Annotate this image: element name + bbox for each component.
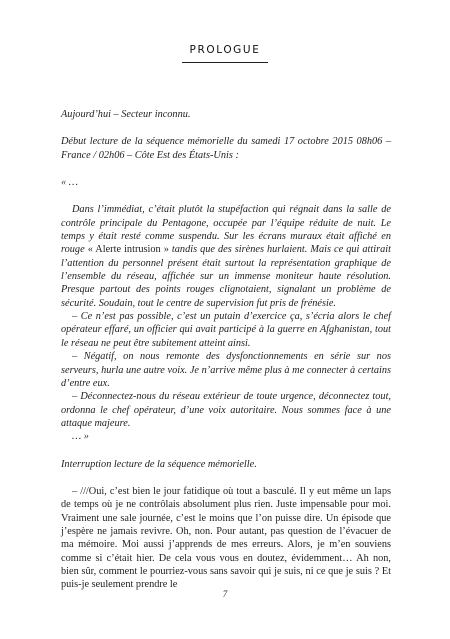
page-body — [61, 108, 391, 592]
sequence-start: Début lecture de la séquence mémorielle du samedi 17 octobre 2015 08h06 – France / 02h06 – Côte Est des États-Unis : — [61, 136, 391, 161]
close-quote: … » — [72, 431, 89, 443]
dialogue-3: – Déconnectez-nous du réseau extérieur de toute urgence, déconnectez tout, ordonna le chef opérateur, d’une voix autoritaire. Nous sommes face à une attaque majeure. — [61, 391, 391, 429]
title-underline — [182, 62, 268, 63]
paragraph-1-end: tandis que des sirènes hurlaient. Mais ce qui attirait l’attention du personnel présent était surtout la représentation graphique de l’ensemble du réseau, affichée sur un immense moniteur haute résolution. Presque partout des points rouges clignotaient, signalant un problème de sécurité. Soudain, tout le centre de supervision fut pris de frénésie. — [61, 244, 391, 309]
narration-paragraph: – ///Oui, c’est bien le jour fatidique où tout a basculé. Il y eut même un laps de temps où je ne contrôlais absolument plus rien. Juste impensable pour moi. Vraiment une sale journée, c’est le moins que l’on puisse dire. Un épisode que j’espère ne jamais revivre. Oh, non. Pour autant, pas question de l’évacuer de ma mémoire. Moi aussi j’apprends de mes erreurs. Alors, je m’en souviens comme si c’était hier. De cela vous vous en doutez, évidemment… Ah non, bien sûr, comment le pourriez-vous sans savoir qui je suis, ni ce que je suis ? Et puis-je seulement prendre le — [61, 485, 391, 591]
open-quote: « … — [61, 177, 78, 189]
page-number: 7 — [222, 589, 228, 599]
chapter-title: PROLOGUE — [189, 44, 261, 56]
interruption-line: Interruption lecture de la séquence mémorielle. — [61, 458, 257, 470]
dialogue-1: – Ce n’est pas possible, c’est un putain d’exercice ça, s’écria alors le chef opérateur effaré, un officier qui avait participé à la guerre en Afghanistan, tout le réseau ne peut être subitement atteint ainsi. — [61, 311, 391, 349]
dialogue-2: – Négatif, on nous remonte des dysfonctionnements en série sur nos serveurs, hurla une autre voix. Je n’arrive même plus à me connecter à certains d’entre eux. — [61, 351, 391, 389]
paragraph-1-quote: « Alerte intrusion » — [87, 244, 169, 256]
paragraph-1 — [61, 203, 391, 310]
paragraph-1-text: Dans l’immédiat, c’était plutôt la stupéfaction qui régnait dans la salle de contrôle principale du Pentagone, occupée par l’équipe réduite de nuit. Le temps y était resté comme suspendu. Sur les écrans muraux était affiché en rouge — [61, 204, 391, 256]
location-line: Aujourd’hui – Secteur inconnu. — [61, 109, 191, 120]
